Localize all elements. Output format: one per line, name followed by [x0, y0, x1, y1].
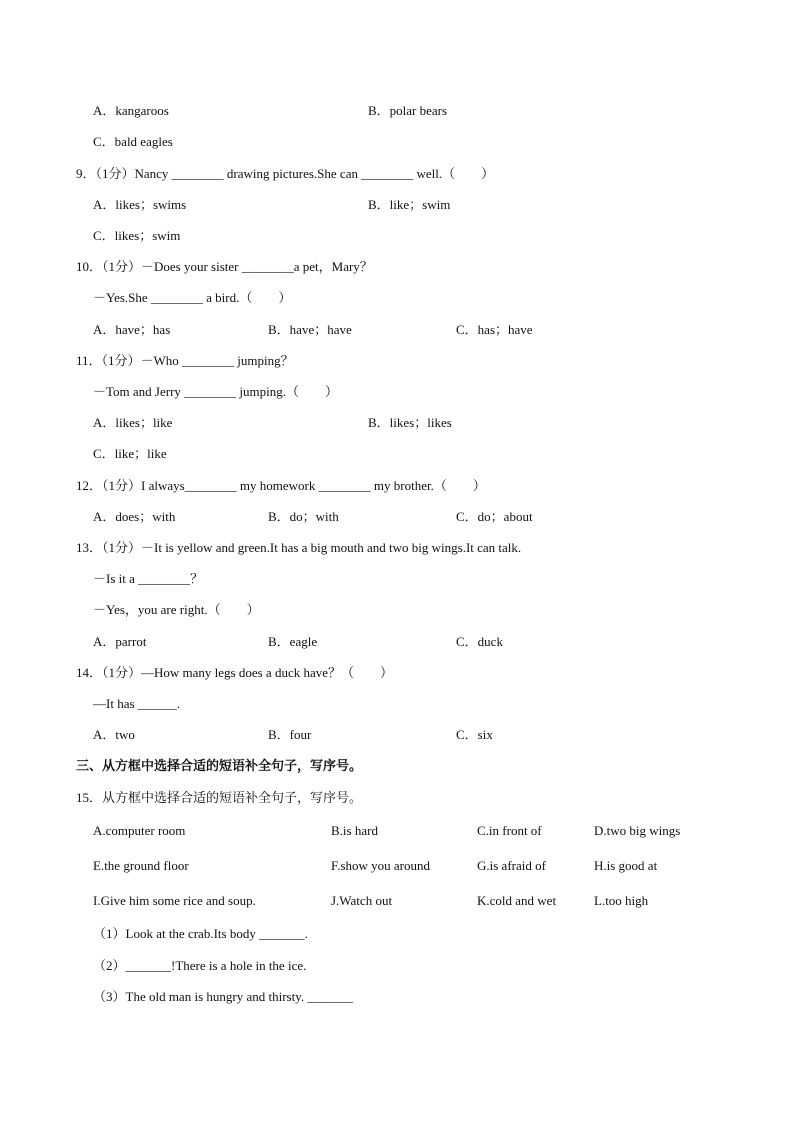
q12-option-a: A．does；with [93, 509, 176, 524]
q13-stem: 13．（1分）－It is yellow and green.It has a big mouth and two big wings.It can talk. [76, 540, 522, 555]
q10-line2: －Yes.She ________ a bird.（ ） [93, 290, 292, 305]
q8-option-b: B．polar bears [368, 103, 448, 118]
q10-option-a: A．have；has [93, 322, 171, 337]
q15-sentence-3: （3）The old man is hungry and thirsty. _______ [93, 989, 353, 1004]
q15-sentence-1: （1）Look at the crab.Its body _______. [93, 926, 308, 941]
phrase-a: A.computer room [93, 823, 186, 838]
phrase-g: G.is afraid of [477, 858, 546, 873]
q13-option-b: B．eagle [268, 634, 318, 649]
phrase-f: F.show you around [331, 858, 430, 873]
q14-option-a: A．two [93, 727, 135, 742]
q15-stem: 15．从方框中选择合适的短语补全句子，写序号。 [76, 790, 363, 805]
phrase-j: J.Watch out [331, 893, 393, 908]
phrase-d: D.two big wings [594, 823, 681, 838]
q11-option-a: A．likes；like [93, 415, 173, 430]
q9-option-b: B．like；swim [368, 197, 451, 212]
q11-option-c: C．like；like [93, 446, 167, 461]
q10-stem: 10．（1分）－Does your sister ________a pet，Mary？ [76, 259, 373, 274]
q14-line2: —It has ______. [93, 696, 181, 711]
q14-stem: 14．（1分）—How many legs does a duck have？（ ） [76, 665, 394, 680]
q8-option-a: A．kangaroos [93, 103, 169, 118]
phrase-e: E.the ground floor [93, 858, 189, 873]
section-3-title: 三、从方框中选择合适的短语补全句子，写序号。 [76, 758, 363, 773]
q13-option-a: A．parrot [93, 634, 147, 649]
phrase-l: L.too high [594, 893, 649, 908]
q11-option-b: B．likes；likes [368, 415, 452, 430]
q11-stem: 11．（1分）－Who ________ jumping？ [76, 353, 294, 368]
q14-option-b: B．four [268, 727, 312, 742]
phrase-i: I.Give him some rice and soup. [93, 893, 256, 908]
q10-option-c: C．has；have [456, 322, 533, 337]
q11-line2: －Tom and Jerry ________ jumping.（ ） [93, 384, 338, 399]
q12-option-c: C．do；about [456, 509, 533, 524]
q10-option-b: B．have；have [268, 322, 352, 337]
q13-option-c: C．duck [456, 634, 503, 649]
phrase-h: H.is good at [594, 858, 658, 873]
phrase-c: C.in front of [477, 823, 542, 838]
q8-option-c: C．bald eagles [93, 134, 173, 149]
phrase-b: B.is hard [331, 823, 378, 838]
q9-stem: 9．（1分）Nancy ________ drawing pictures.She can ________ well.（ ） [76, 166, 495, 181]
q9-option-a: A．likes；swims [93, 197, 187, 212]
q9-option-c: C．likes；swim [93, 228, 181, 243]
phrase-k: K.cold and wet [477, 893, 557, 908]
q13-line3: －Yes，you are right.（ ） [93, 602, 260, 617]
q12-option-b: B．do；with [268, 509, 339, 524]
q13-line2: －Is it a ________？ [93, 571, 204, 586]
q12-stem: 12．（1分）I always________ my homework ________ my brother.（ ） [76, 478, 486, 493]
q15-sentence-2: （2）_______!There is a hole in the ice. [93, 958, 307, 973]
q14-option-c: C．six [456, 727, 493, 742]
